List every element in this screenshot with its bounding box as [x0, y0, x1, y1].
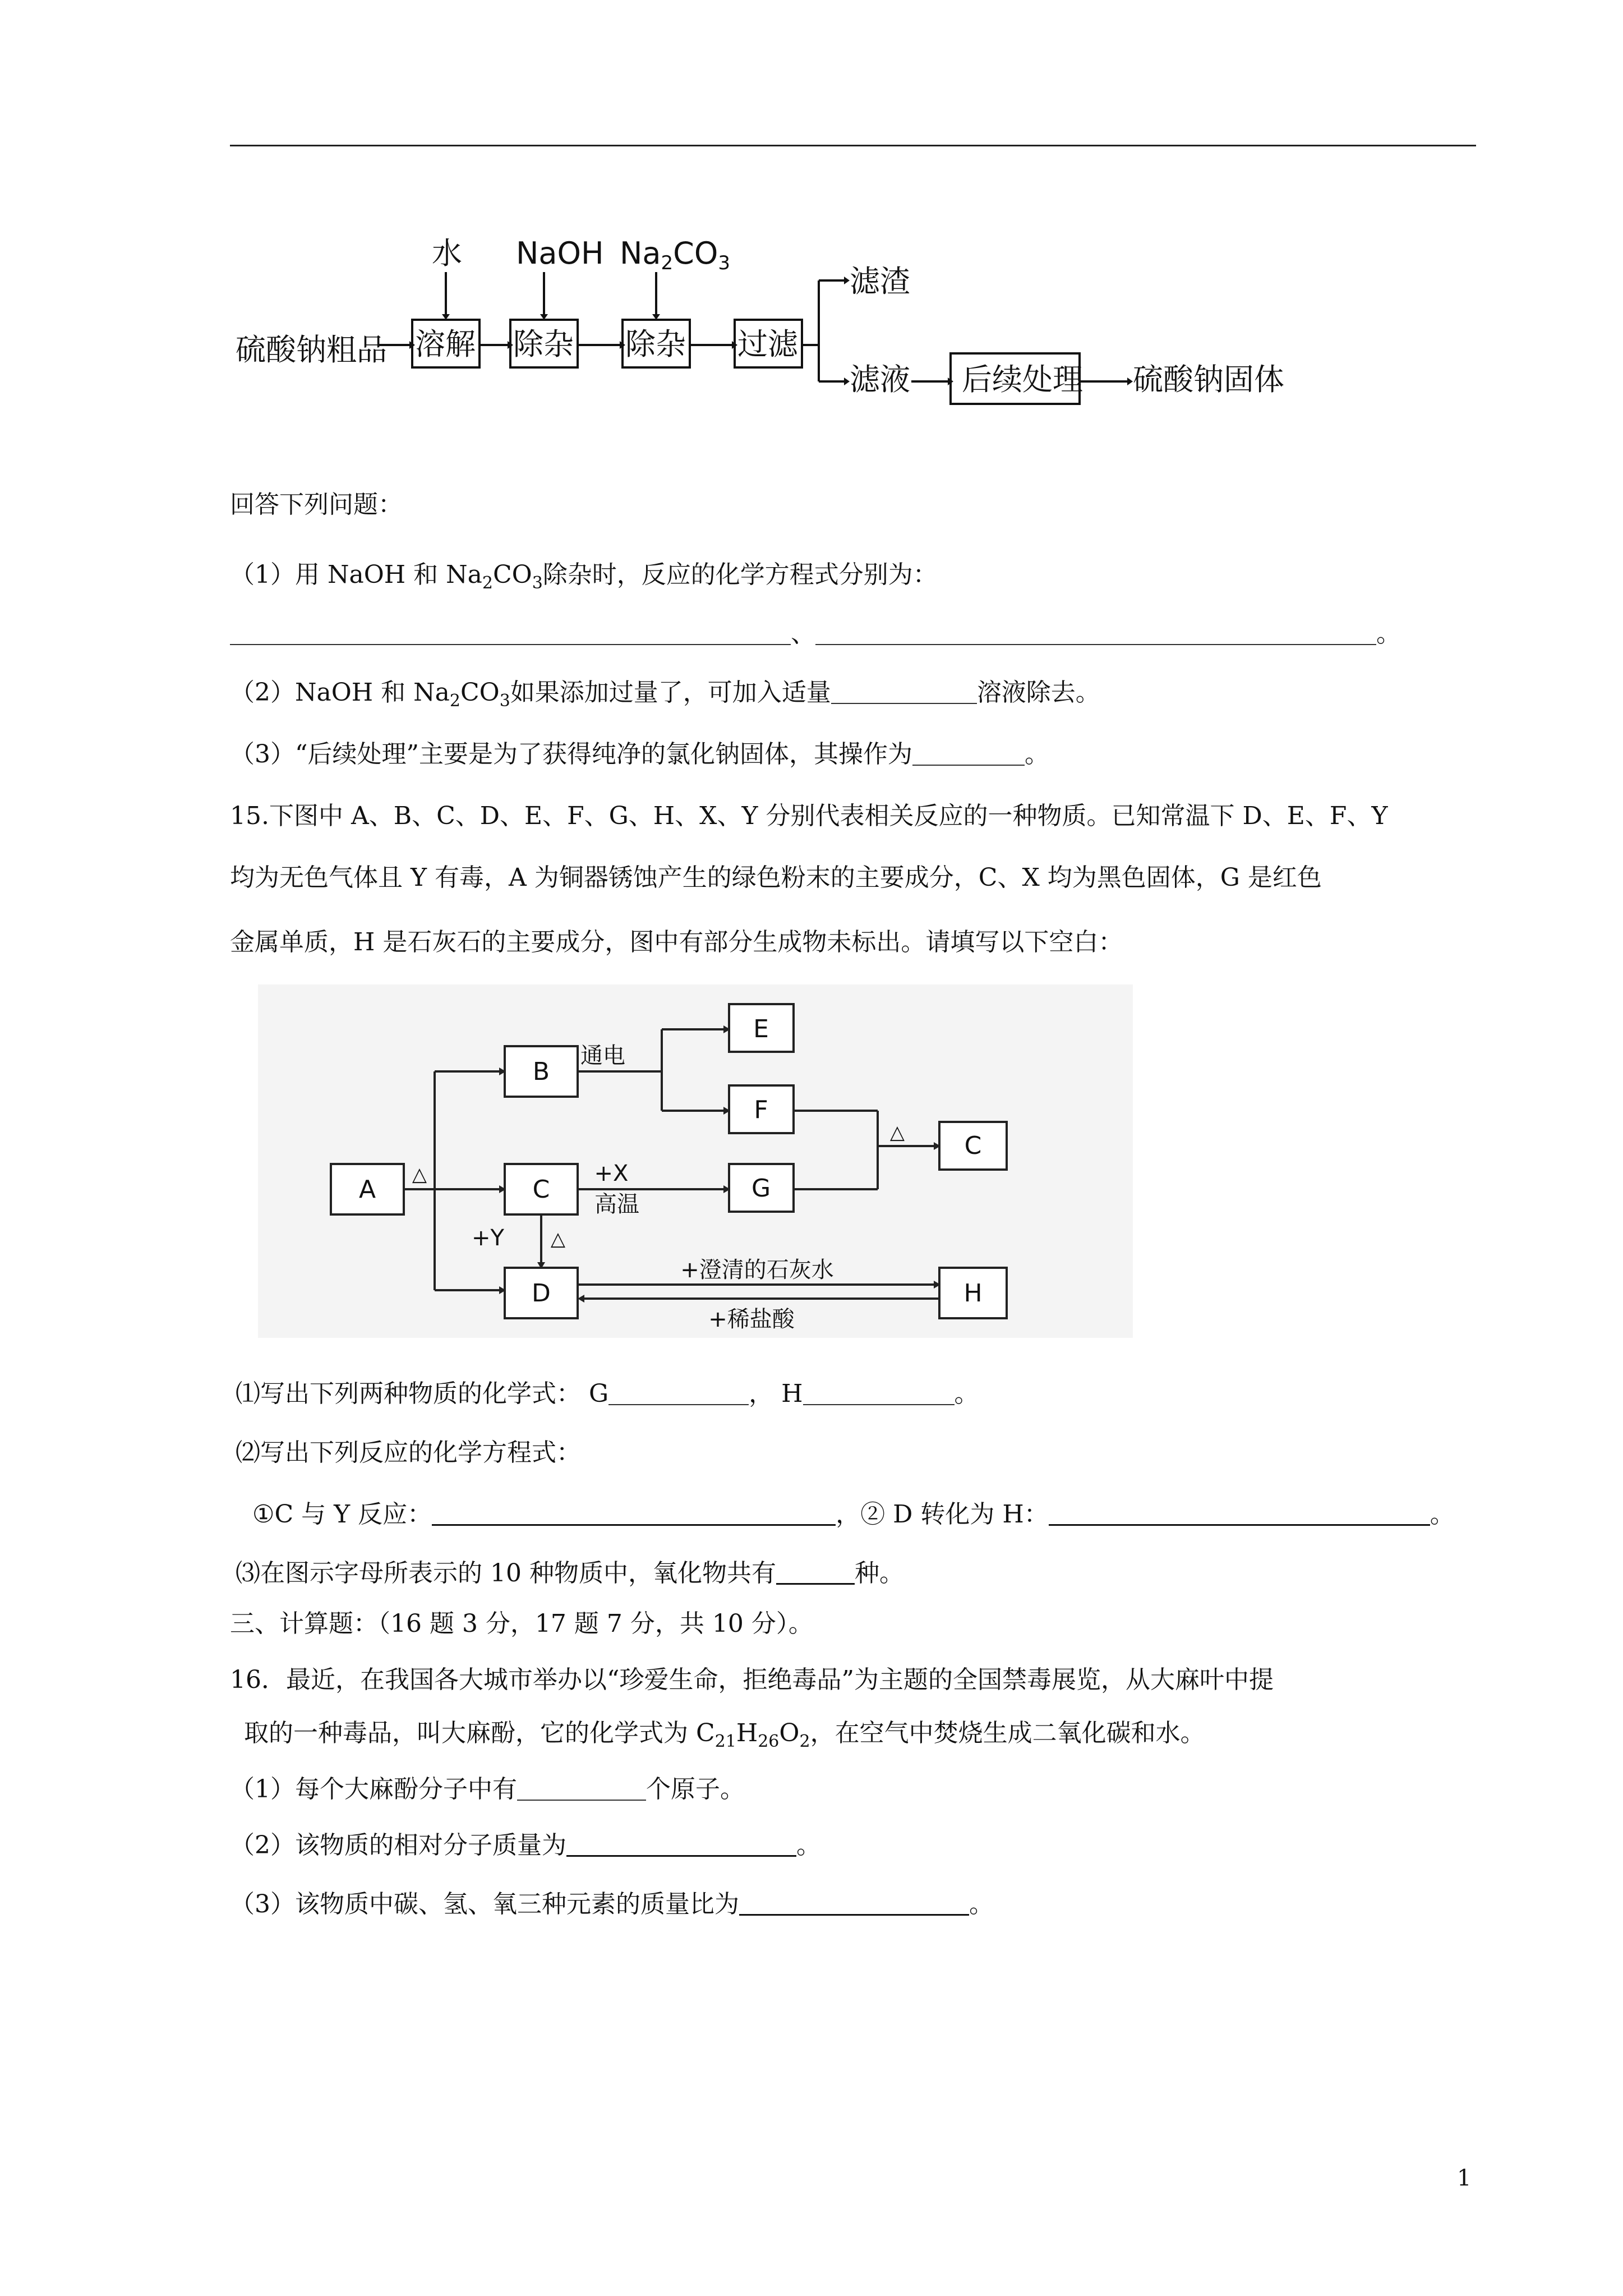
mass-ratio-blank[interactable] — [739, 1889, 969, 1916]
q14-answer-line: 、 。 — [230, 617, 1401, 651]
page-number: 1 — [1457, 2165, 1472, 2191]
q16-line-2: 取的一种毒品，叫大麻酚，它的化学式为 $C_{21}H_{26}O_2$，在空气中焚烧生成二氧化碳和水。 — [244, 1719, 1205, 1751]
label-hcl: +稀盐酸 — [708, 1306, 795, 1332]
flow-filter: 过滤 — [737, 326, 798, 362]
q14-part3: （3）“后续处理”主要是为了获得纯净的氯化钠固体，其操作为 。 — [230, 740, 1049, 769]
q14-intro: 回答下列问题： — [230, 490, 403, 519]
q15-line-1: 15.下图中 A、B、C、D、E、F、G、H、X、Y 分别代表相关反应的一种物质。已知常温下 D、E、F、Y — [230, 802, 1388, 830]
q14-part2: （2）NaOH 和 $Na_2CO_3$如果添加过量了，可加入适量 溶液除去。 — [230, 678, 1100, 711]
label-plus-x: +X — [594, 1161, 629, 1186]
svg-text:E: E — [753, 1015, 769, 1043]
flow-naoh-label: NaOH — [516, 236, 604, 271]
q15-sub3: ⑶在图示字母所表示的 10 种物质中，氧化物共有 种。 — [236, 1559, 904, 1588]
svg-text:C: C — [964, 1131, 982, 1160]
flow-filtrate: 滤液 — [850, 362, 910, 397]
flow-start: 硫酸钠粗品 — [236, 332, 387, 367]
c-y-equation-blank[interactable] — [432, 1499, 836, 1526]
solution-blank[interactable] — [831, 678, 977, 704]
header-rule — [230, 145, 1476, 146]
h-formula-blank[interactable] — [803, 1379, 955, 1405]
flow-water-label: 水 — [432, 236, 462, 271]
section-3-heading: 三、计算题：（16 题 3 分，17 题 7 分，共 10 分）。 — [230, 1609, 813, 1638]
label-plus-y: +Y — [472, 1225, 504, 1251]
operation-blank[interactable] — [912, 740, 1025, 766]
reaction-diagram — [258, 984, 1133, 1338]
flow-na2co3-label: Na2CO3 — [620, 236, 730, 274]
flow-remove-1: 除杂 — [513, 326, 574, 362]
q15-line-3: 金属单质，H 是石灰石的主要成分，图中有部分生成物未标出。请填写以下空白： — [230, 928, 1123, 956]
flow-post-treatment: 后续处理 — [962, 362, 1083, 397]
svg-text:D: D — [532, 1279, 551, 1308]
q14-part1: （1）用 NaOH 和 $Na_2CO_3$除杂时，反应的化学方程式分别为： — [230, 560, 938, 593]
d-h-equation-blank[interactable] — [1049, 1499, 1430, 1526]
oxide-count-blank[interactable] — [776, 1558, 855, 1585]
q15-line-2: 均为无色气体且 Y 有毒，A 为铜器锈蚀产生的绿色粉末的主要成分，C、X 均为黑色固体，G 是红色 — [230, 863, 1322, 892]
equation-blank-1[interactable] — [230, 619, 791, 645]
label-electrolysis: 通电 — [580, 1043, 625, 1069]
label-limewater: +澄清的石灰水 — [680, 1257, 834, 1283]
flow-end: 硫酸钠固体 — [1133, 362, 1284, 397]
g-formula-blank[interactable] — [608, 1379, 749, 1405]
svg-text:B: B — [532, 1057, 550, 1086]
flow-remove-2: 除杂 — [625, 326, 686, 362]
label-heat-a: △ — [412, 1163, 427, 1186]
svg-text:G: G — [751, 1174, 771, 1203]
svg-text:A: A — [358, 1175, 376, 1204]
svg-text:F: F — [754, 1096, 768, 1124]
svg-text:H: H — [963, 1279, 983, 1308]
q16-part2: （2）该物质的相对分子质量为 。 — [230, 1831, 821, 1860]
q16-part1: （1）每个大麻酚分子中有 个原子。 — [230, 1775, 745, 1803]
q15-sub1: ⑴写出下列两种物质的化学式： G ， H 。 — [236, 1379, 979, 1408]
label-heat-c: △ — [550, 1228, 566, 1250]
sodium-sulfate-flowchart — [224, 213, 1290, 438]
svg-text:C: C — [532, 1175, 550, 1204]
q16-line-1: 16．最近，在我国各大城市举办以“珍爱生命，拒绝毒品”为主题的全国禁毒展览，从大麻叶中提 — [230, 1665, 1274, 1694]
label-high-temp: 高温 — [594, 1191, 639, 1217]
flow-residue: 滤渣 — [850, 264, 910, 299]
flow-dissolve: 溶解 — [415, 326, 476, 362]
label-heat-fg: △ — [889, 1121, 905, 1144]
atom-count-blank[interactable] — [517, 1775, 646, 1801]
q15-sub2-equations: ①C 与 Y 反应： ，② D 转化为 H： 。 — [252, 1500, 1455, 1529]
q15-sub2: ⑵写出下列反应的化学方程式： — [236, 1438, 581, 1467]
molecular-mass-blank[interactable] — [566, 1830, 796, 1857]
q16-part3: （3）该物质中碳、氢、氧三种元素的质量比为 。 — [230, 1890, 994, 1918]
equation-blank-2[interactable] — [815, 619, 1376, 645]
